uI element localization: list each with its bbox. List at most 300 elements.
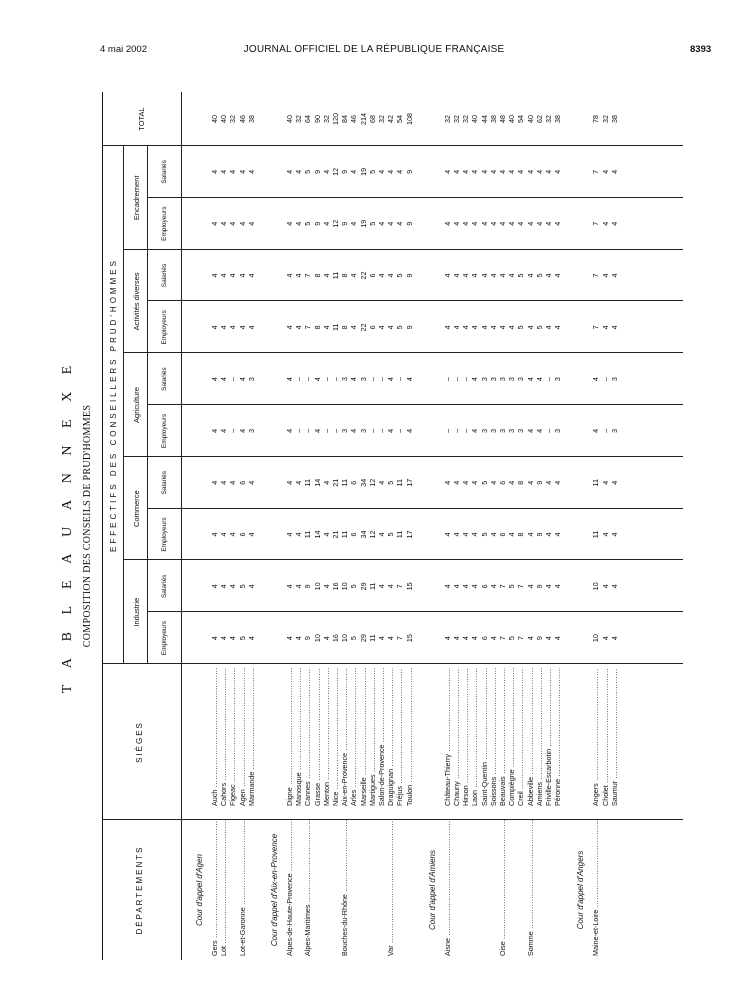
value-cell: 4 bbox=[377, 169, 386, 174]
value-cell: 8 bbox=[312, 273, 322, 278]
total-cell: 40 bbox=[219, 115, 229, 123]
value-cell: 4 bbox=[452, 169, 461, 174]
separator-line bbox=[103, 819, 683, 820]
value-cell: 6 bbox=[367, 273, 377, 278]
total-cell: 68 bbox=[367, 115, 377, 123]
table-row bbox=[219, 92, 228, 960]
subheader-salaries: Salariés bbox=[161, 160, 168, 184]
col-header-effectifs: EFFECTIFS DES CONSEILLERS PRUD'HOMMES bbox=[109, 258, 118, 552]
siege-cell: Digne ..... bbox=[285, 668, 294, 806]
total-cell: 90 bbox=[312, 115, 322, 123]
value-cell: 4 bbox=[386, 377, 396, 382]
table-row bbox=[461, 92, 470, 960]
value-cell: 8 bbox=[312, 325, 322, 330]
col-header-departements: DÉPARTEMENTS bbox=[135, 845, 144, 935]
value-cell: 4 bbox=[534, 221, 544, 226]
group-separator bbox=[123, 456, 683, 457]
value-cell: – bbox=[377, 377, 386, 382]
value-cell: 4 bbox=[219, 377, 229, 382]
total-cell: 40 bbox=[470, 115, 480, 123]
total-cell: 32 bbox=[377, 115, 386, 123]
value-cell: 4 bbox=[600, 532, 610, 537]
value-cell: 4 bbox=[237, 273, 247, 278]
value-cell: 4 bbox=[386, 325, 396, 330]
value-cell: 4 bbox=[544, 169, 553, 174]
value-cell: – bbox=[544, 428, 553, 433]
value-cell: 4 bbox=[461, 169, 471, 174]
value-cell: 4 bbox=[479, 169, 489, 174]
value-cell: – bbox=[303, 428, 313, 433]
value-cell: 4 bbox=[246, 532, 256, 537]
table-row bbox=[331, 92, 340, 960]
value-cell: 4 bbox=[507, 325, 517, 330]
value-cell: 5 bbox=[237, 636, 247, 641]
value-cell: 10 bbox=[312, 634, 322, 643]
siege-cell: Fréjus ..... bbox=[395, 668, 404, 806]
court-heading: Cour d'appel d'Amiens bbox=[427, 850, 437, 930]
value-cell: 4 bbox=[321, 221, 331, 226]
value-cell: 3 bbox=[358, 377, 368, 382]
siege-cell: Château-Thierry ..... bbox=[443, 668, 452, 806]
value-cell: 4 bbox=[507, 532, 517, 537]
value-cell: 4 bbox=[609, 273, 619, 278]
value-cell: 4 bbox=[312, 428, 322, 433]
header-rule bbox=[123, 146, 124, 664]
group-header: Encadrement bbox=[132, 175, 141, 221]
value-cell: 4 bbox=[600, 325, 610, 330]
table-title: T A B L E A U A N N E X E bbox=[60, 358, 75, 694]
value-cell: 21 bbox=[331, 530, 340, 539]
value-cell: 6 bbox=[479, 636, 489, 641]
value-cell: 4 bbox=[228, 169, 238, 174]
value-cell: 7 bbox=[498, 636, 507, 641]
value-cell: 4 bbox=[609, 584, 619, 589]
total-cell: 48 bbox=[498, 115, 507, 123]
value-cell: – bbox=[452, 377, 461, 382]
subcol-separator bbox=[147, 404, 683, 405]
siege-cell: Beauvais ..... bbox=[498, 668, 507, 806]
value-cell: 11 bbox=[367, 582, 377, 591]
value-cell: 9 bbox=[534, 636, 544, 641]
table-row bbox=[294, 92, 303, 960]
value-cell: – bbox=[321, 428, 331, 433]
total-cell: 78 bbox=[591, 115, 601, 123]
value-cell: 9 bbox=[404, 325, 414, 330]
value-cell: 4 bbox=[525, 169, 535, 174]
departement-cell: Var ..... bbox=[386, 820, 395, 956]
subheader-employeurs: Employeurs bbox=[161, 310, 168, 345]
departement-cell: Lot-et-Garonne ..... bbox=[238, 820, 247, 956]
value-cell: 4 bbox=[442, 169, 452, 174]
value-cell: 9 bbox=[534, 584, 544, 589]
value-cell: 11 bbox=[591, 478, 601, 487]
value-cell: 4 bbox=[470, 480, 480, 485]
value-cell: 4 bbox=[516, 221, 526, 226]
value-cell: 4 bbox=[442, 480, 452, 485]
total-cell: 44 bbox=[479, 115, 489, 123]
value-cell: – bbox=[228, 377, 238, 382]
value-cell: 9 bbox=[340, 221, 350, 226]
value-cell: 4 bbox=[452, 221, 461, 226]
value-cell: – bbox=[303, 377, 313, 382]
table-row bbox=[247, 92, 256, 960]
value-cell: 4 bbox=[488, 636, 498, 641]
siege-cell: Toulon ..... bbox=[405, 668, 414, 806]
value-cell: 5 bbox=[349, 636, 359, 641]
value-cell: 4 bbox=[442, 273, 452, 278]
value-cell: 4 bbox=[210, 428, 219, 433]
table-row bbox=[516, 92, 525, 960]
value-cell: 4 bbox=[452, 636, 461, 641]
total-cell: 54 bbox=[395, 115, 405, 123]
value-cell: 4 bbox=[544, 221, 553, 226]
departement-cell: Maine-et-Loire ..... bbox=[591, 820, 600, 956]
table-row bbox=[553, 92, 562, 960]
value-cell: 4 bbox=[285, 584, 294, 589]
value-cell: 6 bbox=[237, 480, 247, 485]
value-cell: 7 bbox=[591, 169, 601, 174]
value-cell: 29 bbox=[358, 634, 368, 643]
value-cell: 4 bbox=[349, 325, 359, 330]
value-cell: 3 bbox=[246, 377, 256, 382]
value-cell: 4 bbox=[237, 325, 247, 330]
total-cell: 32 bbox=[600, 115, 610, 123]
value-cell: 4 bbox=[479, 273, 489, 278]
value-cell: 4 bbox=[246, 273, 256, 278]
value-cell: 4 bbox=[442, 325, 452, 330]
separator-line bbox=[103, 145, 683, 146]
value-cell: 4 bbox=[470, 377, 480, 382]
value-cell: 5 bbox=[303, 169, 313, 174]
value-cell: 5 bbox=[516, 325, 526, 330]
table-row bbox=[405, 92, 414, 960]
value-cell: 4 bbox=[377, 480, 386, 485]
value-cell: 4 bbox=[285, 325, 294, 330]
value-cell: 3 bbox=[553, 428, 563, 433]
value-cell: 4 bbox=[525, 532, 535, 537]
value-cell: 14 bbox=[312, 478, 322, 487]
value-cell: 4 bbox=[294, 221, 304, 226]
table-row bbox=[368, 92, 377, 960]
value-cell: 4 bbox=[377, 221, 386, 226]
value-cell: 4 bbox=[395, 221, 405, 226]
value-cell: 4 bbox=[525, 221, 535, 226]
total-cell: 62 bbox=[534, 115, 544, 123]
value-cell: 4 bbox=[609, 480, 619, 485]
value-cell: 3 bbox=[488, 377, 498, 382]
value-cell: 4 bbox=[470, 169, 480, 174]
value-cell: 4 bbox=[488, 532, 498, 537]
value-cell: 4 bbox=[525, 428, 535, 433]
value-cell: 4 bbox=[470, 221, 480, 226]
value-cell: 11 bbox=[303, 530, 313, 539]
table-row bbox=[507, 92, 516, 960]
value-cell: 5 bbox=[507, 636, 517, 641]
value-cell: 4 bbox=[498, 325, 507, 330]
value-cell: 9 bbox=[534, 532, 544, 537]
value-cell: 4 bbox=[228, 325, 238, 330]
value-cell: 3 bbox=[507, 377, 517, 382]
value-cell: 21 bbox=[331, 478, 340, 487]
page-date: 4 mai 2002 bbox=[100, 44, 148, 55]
value-cell: 4 bbox=[600, 584, 610, 589]
value-cell: 5 bbox=[516, 273, 526, 278]
subcol-separator bbox=[147, 300, 683, 301]
value-cell: 4 bbox=[461, 273, 471, 278]
total-cell: 32 bbox=[452, 115, 461, 123]
value-cell: 5 bbox=[303, 221, 313, 226]
value-cell: 4 bbox=[246, 169, 256, 174]
siege-cell: Saumur ..... bbox=[610, 668, 619, 806]
value-cell: 19 bbox=[358, 167, 368, 176]
value-cell: 4 bbox=[470, 428, 480, 433]
value-cell: 3 bbox=[340, 428, 350, 433]
value-cell: 11 bbox=[340, 478, 350, 487]
page-number: 8393 bbox=[690, 44, 712, 55]
value-cell: 4 bbox=[534, 428, 544, 433]
value-cell: 11 bbox=[367, 634, 377, 642]
total-cell: 32 bbox=[294, 115, 304, 123]
value-cell: 4 bbox=[461, 480, 471, 485]
value-cell: 4 bbox=[377, 273, 386, 278]
value-cell: 4 bbox=[219, 480, 229, 485]
value-cell: 9 bbox=[404, 221, 414, 226]
value-cell: 4 bbox=[461, 636, 471, 641]
value-cell: 4 bbox=[294, 273, 304, 278]
siege-cell: Marseille ..... bbox=[359, 668, 368, 806]
value-cell: 3 bbox=[498, 428, 507, 433]
value-cell: 19 bbox=[358, 219, 368, 228]
value-cell: 4 bbox=[525, 584, 535, 589]
value-cell: 6 bbox=[237, 532, 247, 537]
value-cell: – bbox=[461, 428, 471, 433]
value-cell: 3 bbox=[246, 428, 256, 433]
siege-cell: Cahors ..... bbox=[219, 668, 228, 806]
value-cell: 4 bbox=[452, 325, 461, 330]
table-row bbox=[359, 92, 368, 960]
value-cell: 4 bbox=[498, 221, 507, 226]
subheader-salaries: Salariés bbox=[161, 367, 168, 391]
value-cell: 5 bbox=[534, 325, 544, 330]
total-cell: 32 bbox=[544, 115, 553, 123]
value-cell: 4 bbox=[507, 273, 517, 278]
value-cell: 4 bbox=[210, 273, 219, 278]
value-cell: 16 bbox=[331, 582, 340, 591]
total-cell: 84 bbox=[340, 115, 350, 123]
value-cell: 7 bbox=[516, 636, 526, 641]
value-cell: 4 bbox=[452, 480, 461, 485]
value-cell: 4 bbox=[246, 480, 256, 485]
siege-cell: Arles ..... bbox=[349, 668, 358, 806]
value-cell: 4 bbox=[321, 169, 331, 174]
value-cell: 4 bbox=[553, 325, 563, 330]
value-cell: 4 bbox=[507, 221, 517, 226]
value-cell: 4 bbox=[534, 169, 544, 174]
value-cell: 4 bbox=[404, 377, 414, 382]
siege-cell: Péronne ..... bbox=[553, 668, 562, 806]
value-cell: 5 bbox=[479, 480, 489, 485]
rotated-table-area bbox=[60, 92, 686, 960]
value-cell: 4 bbox=[228, 584, 238, 589]
table-row bbox=[591, 92, 600, 960]
value-cell: 5 bbox=[367, 221, 377, 226]
value-cell: 6 bbox=[498, 480, 507, 485]
value-cell: 4 bbox=[534, 377, 544, 382]
value-cell: 3 bbox=[488, 428, 498, 433]
value-cell: 4 bbox=[377, 325, 386, 330]
value-cell: 4 bbox=[386, 584, 396, 589]
siege-cell: Menton ..... bbox=[322, 668, 331, 806]
value-cell: 6 bbox=[349, 480, 359, 485]
total-cell: 38 bbox=[609, 115, 619, 123]
siege-cell: Chauny ..... bbox=[452, 668, 461, 806]
value-cell: 4 bbox=[544, 273, 553, 278]
value-cell: 7 bbox=[303, 273, 313, 278]
value-cell: 4 bbox=[219, 636, 229, 641]
table-row bbox=[386, 92, 395, 960]
siege-cell: Soissons ..... bbox=[489, 668, 498, 806]
value-cell: 3 bbox=[553, 377, 563, 382]
value-cell: 4 bbox=[228, 221, 238, 226]
value-cell: 4 bbox=[294, 532, 304, 537]
court-heading: Cour d'appel d'Agen bbox=[195, 854, 204, 926]
value-cell: 4 bbox=[386, 169, 396, 174]
value-cell: 4 bbox=[321, 636, 331, 641]
value-cell: 3 bbox=[479, 377, 489, 382]
value-cell: 4 bbox=[544, 584, 553, 589]
value-cell: 4 bbox=[516, 169, 526, 174]
value-cell: 4 bbox=[285, 636, 294, 641]
header-rule bbox=[181, 92, 182, 960]
siege-cell: Friville-Escarbotin ..... bbox=[544, 668, 553, 806]
value-cell: 4 bbox=[479, 325, 489, 330]
value-cell: 4 bbox=[321, 480, 331, 485]
value-cell: 12 bbox=[331, 219, 340, 228]
value-cell: 6 bbox=[479, 584, 489, 589]
value-cell: 4 bbox=[461, 532, 471, 537]
subheader-salaries: Salariés bbox=[161, 574, 168, 599]
value-cell: 7 bbox=[498, 584, 507, 589]
value-cell: – bbox=[377, 428, 386, 433]
value-cell: 4 bbox=[544, 480, 553, 485]
value-cell: 11 bbox=[331, 323, 340, 332]
value-cell: 22 bbox=[358, 323, 368, 332]
value-cell: – bbox=[442, 428, 452, 433]
value-cell: 4 bbox=[553, 532, 563, 537]
subheader-employeurs: Employeurs bbox=[161, 206, 168, 241]
value-cell: 34 bbox=[358, 478, 368, 487]
siege-cell: Angers ..... bbox=[591, 668, 600, 806]
value-cell: 4 bbox=[237, 428, 247, 433]
value-cell: 4 bbox=[452, 273, 461, 278]
value-cell: 4 bbox=[285, 428, 294, 433]
value-cell: 5 bbox=[395, 325, 405, 330]
table-row bbox=[498, 92, 507, 960]
value-cell: 4 bbox=[525, 636, 535, 641]
siege-cell: Cholet ..... bbox=[601, 668, 610, 806]
value-cell: 7 bbox=[516, 584, 526, 589]
value-cell: 4 bbox=[349, 273, 359, 278]
value-cell: 4 bbox=[219, 325, 229, 330]
total-cell: 32 bbox=[228, 115, 238, 123]
value-cell: 4 bbox=[609, 532, 619, 537]
total-cell: 38 bbox=[246, 115, 256, 123]
total-cell: 54 bbox=[516, 115, 526, 123]
value-cell: 4 bbox=[553, 273, 563, 278]
value-cell: 4 bbox=[452, 584, 461, 589]
value-cell: 4 bbox=[488, 273, 498, 278]
table-row bbox=[285, 92, 294, 960]
value-cell: 4 bbox=[600, 169, 610, 174]
table-row bbox=[443, 92, 452, 960]
table-row bbox=[535, 92, 544, 960]
value-cell: 4 bbox=[294, 480, 304, 485]
total-cell: 46 bbox=[349, 115, 359, 123]
group-separator bbox=[123, 249, 683, 250]
subheader-salaries: Salariés bbox=[161, 263, 168, 288]
value-cell: 4 bbox=[544, 636, 553, 641]
value-cell: 4 bbox=[210, 221, 219, 226]
value-cell: 4 bbox=[210, 169, 219, 174]
value-cell: 4 bbox=[294, 584, 304, 589]
value-cell: 5 bbox=[386, 480, 396, 485]
value-cell: 4 bbox=[228, 636, 238, 641]
departement-cell: Alpes-Maritimes ..... bbox=[303, 820, 312, 956]
siege-cell: Compiègne ..... bbox=[507, 668, 516, 806]
table-row bbox=[395, 92, 404, 960]
value-cell: 4 bbox=[442, 636, 452, 641]
table-row bbox=[526, 92, 535, 960]
table-row bbox=[544, 92, 553, 960]
group-header: Industrie bbox=[132, 597, 141, 627]
value-cell: 4 bbox=[349, 377, 359, 382]
table-row bbox=[303, 92, 312, 960]
value-cell: 4 bbox=[553, 221, 563, 226]
value-cell: 3 bbox=[498, 377, 507, 382]
departement-cell: Alpes-de-Haute-Provence ..... bbox=[285, 820, 294, 956]
value-cell: – bbox=[461, 377, 471, 382]
total-cell: 40 bbox=[210, 115, 219, 123]
siege-cell: Manosque ..... bbox=[294, 668, 303, 806]
value-cell: 3 bbox=[358, 428, 368, 433]
value-cell: 4 bbox=[470, 584, 480, 589]
value-cell: – bbox=[321, 377, 331, 382]
value-cell: 8 bbox=[340, 325, 350, 330]
total-cell: 32 bbox=[461, 115, 471, 123]
siege-cell: Aix-en-Provence ..... bbox=[340, 668, 349, 806]
siege-cell: Nice ..... bbox=[331, 668, 340, 806]
value-cell: 4 bbox=[553, 169, 563, 174]
value-cell: 11 bbox=[331, 271, 340, 280]
table-row bbox=[601, 92, 610, 960]
table-row bbox=[610, 92, 619, 960]
group-header: Agriculture bbox=[132, 387, 141, 423]
value-cell: 22 bbox=[358, 271, 368, 280]
court-heading: Cour d'appel d'Aix-en-Provence bbox=[270, 833, 279, 947]
value-cell: 4 bbox=[609, 221, 619, 226]
total-cell: 120 bbox=[331, 113, 340, 125]
value-cell: 6 bbox=[349, 532, 359, 537]
value-cell: 4 bbox=[219, 584, 229, 589]
siege-cell: Agen ..... bbox=[238, 668, 247, 806]
table-row bbox=[228, 92, 237, 960]
value-cell: 4 bbox=[210, 532, 219, 537]
value-cell: 4 bbox=[237, 169, 247, 174]
value-cell: 4 bbox=[386, 428, 396, 433]
value-cell: 5 bbox=[395, 273, 405, 278]
value-cell: 4 bbox=[470, 636, 480, 641]
siege-cell: Creil ..... bbox=[516, 668, 525, 806]
